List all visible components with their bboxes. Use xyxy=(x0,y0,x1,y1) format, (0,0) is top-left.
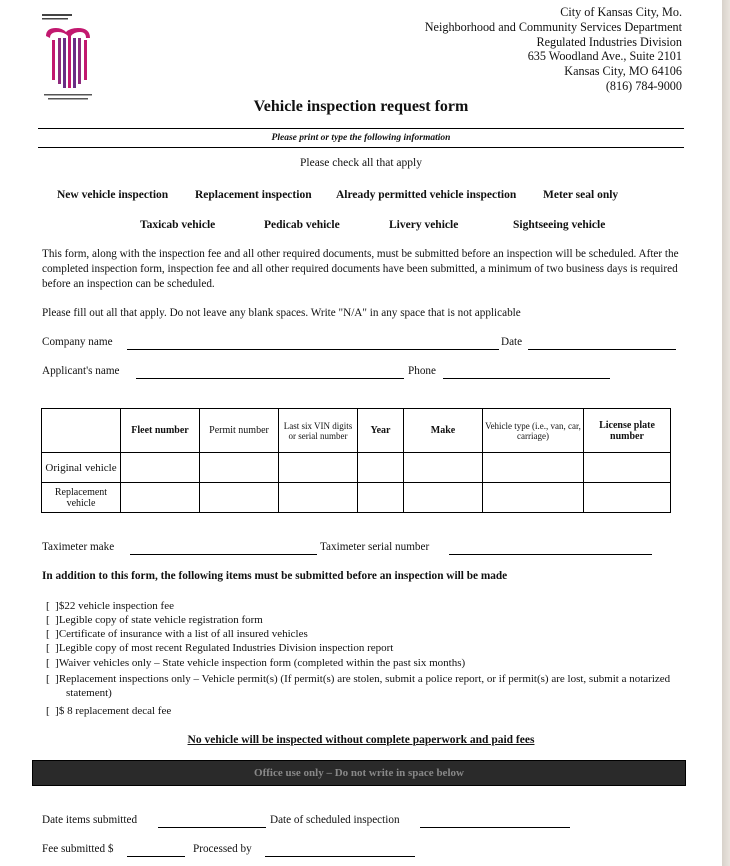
address-line: Regulated Industries Division xyxy=(536,34,682,49)
checkbox-bracket[interactable]: [ ] xyxy=(46,673,59,685)
table-cell[interactable] xyxy=(483,453,584,483)
phone-field[interactable] xyxy=(443,378,610,379)
taximeter-serial-field[interactable] xyxy=(449,554,652,555)
checkbox-bracket[interactable]: [ ] xyxy=(46,600,59,612)
checkbox-bracket[interactable]: [ ] xyxy=(46,628,59,640)
requirement-item[interactable]: [ ]Legible copy of state vehicle registration form xyxy=(46,614,263,626)
option-replacement[interactable]: Replacement inspection xyxy=(195,189,312,201)
table-cell[interactable] xyxy=(279,483,358,513)
date-label: Date xyxy=(501,336,523,348)
vehicle-table xyxy=(41,408,671,513)
table-cell[interactable] xyxy=(584,483,671,513)
date-submitted-label: Date items submitted xyxy=(42,814,138,826)
address-line: Neighborhood and Community Services Department xyxy=(424,19,682,34)
table-cell[interactable] xyxy=(404,483,483,513)
table-header-cell: Year xyxy=(358,409,404,453)
table-header-row xyxy=(42,409,671,453)
checkbox-bracket[interactable]: [ ] xyxy=(46,614,59,626)
processed-by-field[interactable] xyxy=(265,856,415,857)
table-cell[interactable] xyxy=(404,453,483,483)
department-address xyxy=(425,5,682,94)
taximeter-serial-label: Taximeter serial number xyxy=(320,541,430,553)
address-line: City of Kansas City, Mo. xyxy=(560,5,682,19)
fee-submitted-label: Fee submitted $ xyxy=(42,843,114,855)
table-cell[interactable] xyxy=(200,453,279,483)
phone-label: Phone xyxy=(408,365,436,377)
address-line: (816) 784-9000 xyxy=(605,78,682,93)
requirement-item[interactable]: [ ]$22 vehicle inspection fee xyxy=(46,600,174,612)
date-field[interactable] xyxy=(528,349,676,350)
date-scheduled-label: Date of scheduled inspection xyxy=(270,814,400,826)
table-cell[interactable] xyxy=(358,453,404,483)
table-cell[interactable] xyxy=(200,483,279,513)
table-cell[interactable] xyxy=(483,483,584,513)
instructions-paragraph: This form, along with the inspection fee and all other required documents, must be submitted before an inspection will be scheduled. After the completed inspection form, inspection fee and all other required documents have been submitted, a minimum of two business days is required before an inspection can be scheduled. xyxy=(42,248,679,290)
table-cell[interactable] xyxy=(358,483,404,513)
option-taxicab[interactable]: Taxicab vehicle xyxy=(140,219,216,231)
option-meter-seal[interactable]: Meter seal only xyxy=(543,189,619,201)
taximeter-make-field[interactable] xyxy=(130,554,317,555)
table-row xyxy=(42,453,671,483)
table-header-cell xyxy=(42,409,121,453)
address-line: 635 Woodland Ave., Suite 2101 xyxy=(527,49,682,64)
option-livery[interactable]: Livery vehicle xyxy=(389,219,459,231)
row-label: Replacement vehicle xyxy=(42,483,121,513)
company-name-field[interactable] xyxy=(127,349,499,350)
table-cell[interactable] xyxy=(584,453,671,483)
option-new-vehicle[interactable]: New vehicle inspection xyxy=(57,189,169,201)
check-all-text: Please check all that apply xyxy=(300,157,422,169)
checkbox-bracket[interactable]: [ ] xyxy=(46,705,59,717)
instruction-band: Please print or type the following information xyxy=(38,128,684,148)
processed-by-label: Processed by xyxy=(193,843,252,855)
requirements-heading: In addition to this form, the following items must be submitted before an inspection will be made xyxy=(42,570,508,582)
option-already-permitted[interactable]: Already permitted vehicle inspection xyxy=(336,189,517,201)
requirement-item[interactable]: [ ]Certificate of insurance with a list of all insured vehicles xyxy=(46,628,308,640)
table-header-cell: Vehicle type (i.e., van, car, carriage) xyxy=(483,409,584,453)
option-pedicab[interactable]: Pedicab vehicle xyxy=(264,219,340,231)
requirement-item[interactable]: [ ]$ 8 replacement decal fee xyxy=(46,705,172,717)
table-header-cell: Fleet number xyxy=(121,409,200,453)
notice-text: No vehicle will be inspected without complete paperwork and paid fees xyxy=(187,734,535,746)
address-line: Kansas City, MO 64106 xyxy=(564,64,682,79)
row-label: Original vehicle xyxy=(42,453,121,483)
kansas-city-logo xyxy=(38,14,100,104)
table-header-cell: Permit number xyxy=(200,409,279,453)
checkbox-bracket[interactable]: [ ] xyxy=(46,642,59,654)
company-name-label: Company name xyxy=(42,336,113,348)
table-header-cell: Make xyxy=(404,409,483,453)
requirement-item[interactable]: [ ]Waiver vehicles only – State vehicle inspection form (completed within the past six months) xyxy=(46,657,466,669)
taximeter-make-label: Taximeter make xyxy=(42,541,115,553)
table-header-cell: License plate number xyxy=(584,409,671,453)
fee-submitted-field[interactable] xyxy=(127,856,185,857)
date-scheduled-field[interactable] xyxy=(420,827,570,828)
table-row xyxy=(42,483,671,513)
requirement-item[interactable]: [ ]Replacement inspections only – Vehicle permit(s) (If permit(s) are stolen, submit a police report, or if permit(s) are lost, submit a notarized statement) xyxy=(46,673,671,699)
form-title: Vehicle inspection request form xyxy=(253,98,469,115)
table-header-cell: Last six VIN digits or serial number xyxy=(279,409,358,453)
applicant-name-label: Applicant's name xyxy=(42,365,120,377)
fill-instructions: Please fill out all that apply. Do not leave any blank spaces. Write "N/A" in any space that is not applicable xyxy=(42,307,521,319)
table-cell[interactable] xyxy=(279,453,358,483)
office-use-banner: Office use only – Do not write in space below xyxy=(32,760,686,786)
date-submitted-field[interactable] xyxy=(158,827,266,828)
page-edge-shadow xyxy=(722,0,730,866)
table-cell[interactable] xyxy=(121,453,200,483)
checkbox-bracket[interactable]: [ ] xyxy=(46,657,59,669)
applicant-name-field[interactable] xyxy=(136,378,404,379)
option-sightseeing[interactable]: Sightseeing vehicle xyxy=(513,219,606,231)
table-cell[interactable] xyxy=(121,483,200,513)
requirement-item[interactable]: [ ]Legible copy of most recent Regulated Industries Division inspection report xyxy=(46,642,394,654)
